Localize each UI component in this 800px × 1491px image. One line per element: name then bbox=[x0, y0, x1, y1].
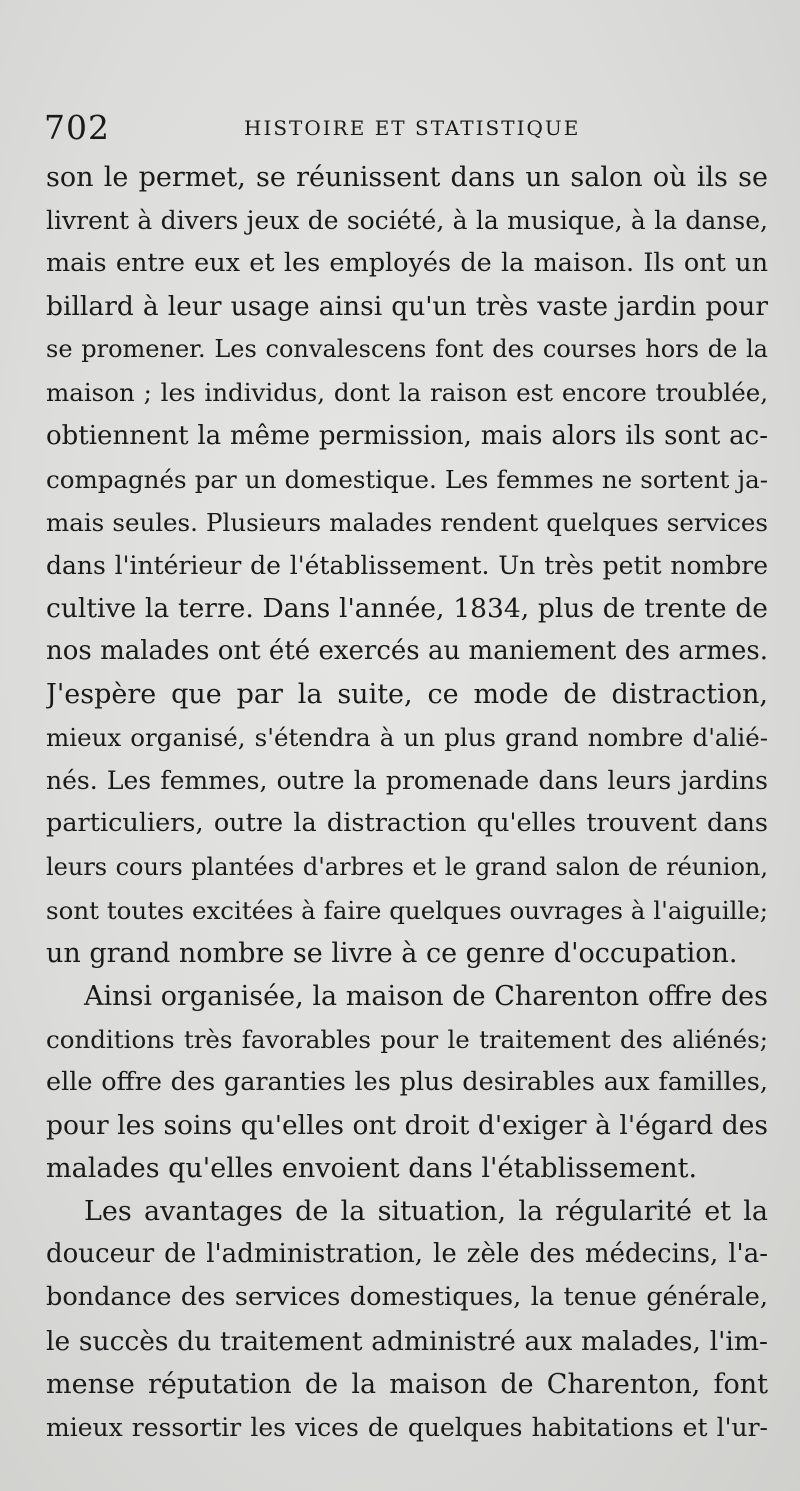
text-line: son le permet, se réunissent dans un salon où ils se bbox=[46, 162, 768, 193]
running-head: HISTOIRE ET STATISTIQUE bbox=[244, 116, 581, 140]
text-line: nés. Les femmes, outre la promenade dans leurs jardins bbox=[46, 766, 768, 796]
page-header bbox=[44, 108, 764, 148]
text-line: livrent à divers jeux de société, à la musique, à la danse, bbox=[46, 206, 768, 236]
text-line: cultive la terre. Dans l'année, 1834, plus de trente de bbox=[46, 592, 768, 624]
text-line: billard à leur usage ainsi qu'un très vaste jardin pour bbox=[46, 291, 768, 323]
text-line: un grand nombre se livre à ce genre d'occupation. bbox=[46, 937, 738, 969]
text-line: compagnés par un domestique. Les femmes ne sortent ja- bbox=[46, 464, 768, 494]
text-line: mieux ressortir les vices de quelques habitations et l'ur- bbox=[46, 1412, 768, 1442]
text-line: leurs cours plantées d'arbres et le grand salon de réunion, bbox=[46, 852, 768, 881]
text-line: conditions très favorables pour le traitement des aliénés; bbox=[46, 1024, 768, 1054]
text-line: bondance des services domestiques, la tenue générale, bbox=[46, 1282, 768, 1313]
page-number: 702 bbox=[44, 108, 110, 147]
text-line: dans l'intérieur de l'établissement. Un très petit nombre bbox=[46, 550, 768, 580]
text-line: elle offre des garanties les plus desirables aux familles, bbox=[46, 1066, 768, 1097]
text-line: Ainsi organisée, la maison de Charenton offre des bbox=[84, 980, 768, 1012]
text-line: sont toutes excitées à faire quelques ouvrages à l'aiguille; bbox=[46, 895, 768, 925]
text-line: Les avantages de la situation, la régularité et la bbox=[84, 1196, 768, 1228]
text-line: J'espère que par la suite, ce mode de distraction, bbox=[46, 679, 768, 711]
text-line: maison ; les individus, dont la raison est encore troublée, bbox=[46, 378, 768, 408]
text-line: nos malades ont été exercés au maniement des armes. bbox=[46, 636, 768, 667]
text-line: malades qu'elles envoient dans l'établissement. bbox=[46, 1153, 698, 1185]
text-line: particuliers, outre la distraction qu'elles trouvent dans bbox=[46, 808, 768, 839]
text-line: mense réputation de la maison de Charenton, font bbox=[46, 1368, 768, 1400]
body-text bbox=[46, 156, 768, 1449]
text-line: pour les soins qu'elles ont droit d'exiger à l'égard des bbox=[46, 1110, 768, 1142]
text-line: douceur de l'administration, le zèle des médecins, l'a- bbox=[46, 1239, 768, 1270]
text-line: mais entre eux et les employés de la maison. Ils ont un bbox=[46, 248, 768, 279]
text-line: le succès du traitement administré aux malades, l'im- bbox=[46, 1325, 768, 1357]
text-line: mais seules. Plusieurs malades rendent quelques services bbox=[46, 507, 768, 537]
text-line: obtiennent la même permission, mais alors ils sont ac- bbox=[46, 420, 768, 451]
text-line: se promener. Les convalescens font des courses hors de la bbox=[46, 335, 768, 364]
text-line: mieux organisé, s'étendra à un plus grand nombre d'alié- bbox=[46, 723, 768, 753]
